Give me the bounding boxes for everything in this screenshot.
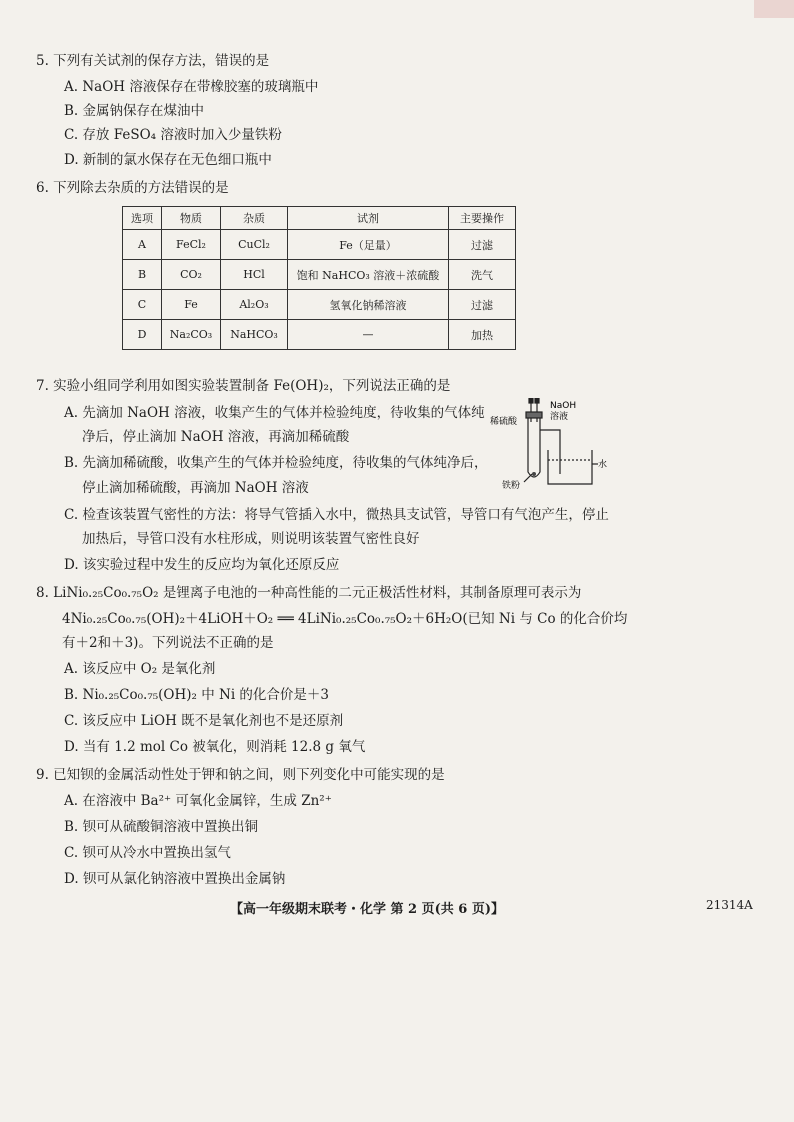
q5-option-b: B. 金属钠保存在煤油中 [64,103,205,119]
stopper-shape [526,412,542,418]
q8-stem-line1: 8. LiNi₀.₂₅Co₀.₇₅O₂ 是锂离子电池的一种高性能的二元正极活性材料，其制备原理可表示为 [36,585,582,601]
exam-code: 21314A [706,898,753,912]
header-substance: 物质 [162,207,221,230]
label-naoh: NaOH [550,401,577,411]
cell: CO₂ [162,260,221,290]
delivery-tube-shape [540,430,560,474]
cell: A [123,230,162,260]
q8-option-a: A. 该反应中 O₂ 是氧化剂 [64,661,216,677]
q5-option-d: D. 新制的氯水保存在无色细口瓶中 [64,152,272,168]
q7-option-b-line1: B. 先滴加稀硫酸，收集产生的气体并检验纯度，待收集的气体纯净后， [64,455,488,471]
label-dilute-acid: 稀硫酸 [490,417,518,427]
cell: 氢氧化钠稀溶液 [288,290,449,320]
q9-option-b: B. 钡可从硫酸铜溶液中置换出铜 [64,819,259,835]
q8-stem-line3: 有＋2和＋3)。下列说法不正确的是 [62,635,274,651]
q7-option-c-line2: 加热后，导管口没有水柱形成，则说明该装置气密性良好 [82,531,420,547]
cell: HCl [221,260,288,290]
q7-option-c-line1: C. 检查该装置气密性的方法：将导气管插入水中，微热具支试管，导管口有气泡产生，停止 [64,507,609,523]
cell: 加热 [449,320,516,350]
label-solution: 溶液 [550,412,569,422]
fe-pointer-shape [524,474,532,482]
q9-option-a: A. 在溶液中 Ba²⁺ 可氧化金属锌，生成 Zn²⁺ [64,793,332,809]
cell: FeCl₂ [162,230,221,260]
q7-stem: 7. 实验小组同学利用如图实验装置制备 Fe(OH)₂，下列说法正确的是 [36,378,451,394]
q5-option-c: C. 存放 FeSO₄ 溶液时加入少量铁粉 [64,127,282,143]
corner-stamp [754,0,794,18]
cell: CuCl₂ [221,230,288,260]
q5-stem: 5. 下列有关试剂的保存方法，错误的是 [36,53,270,69]
q7-option-b-line2: 停止滴加稀硫酸，再滴加 NaOH 溶液 [82,480,309,496]
acid-dropper-bulb [529,398,533,403]
table-row [123,260,516,290]
q8-option-d: D. 当有 1.2 mol Co 被氧化，则消耗 12.8 g 氧气 [64,739,366,755]
cell: 过滤 [449,290,516,320]
cell: — [288,320,449,350]
q9-stem: 9. 已知钡的金属活动性处于钾和钠之间，则下列变化中可能实现的是 [36,767,445,783]
page-footer: 【高一年级期末联考・化学 第 2 页(共 6 页)】 [230,902,505,917]
q7-option-d: D. 该实验过程中发生的反应均为氧化还原反应 [64,557,340,573]
label-water: 水 [598,460,608,470]
header-impurity: 杂质 [221,207,288,230]
iron-powder-shape [532,472,536,476]
q8-stem-line2: 4Ni₀.₂₅Co₀.₇₅(OH)₂＋4LiOH＋O₂ ══ 4LiNi₀.₂₅Co₀.₇₅O₂＋6H₂O(已知 Ni 与 Co 的化合价均 [62,611,628,627]
cell: 过滤 [449,230,516,260]
cell: NaHCO₃ [221,320,288,350]
table-header-row [123,207,516,230]
test-tube-shape [528,414,540,477]
beaker-shape [548,450,592,484]
cell: Na₂CO₃ [162,320,221,350]
q7-option-a-line1: A. 先滴加 NaOH 溶液，收集产生的气体并检验纯度，待收集的气体纯 [64,405,485,421]
table-row [123,230,516,260]
cell: B [123,260,162,290]
q6-stem: 6. 下列除去杂质的方法错误的是 [36,180,229,196]
q9-option-d: D. 钡可从氯化钠溶液中置换出金属钠 [64,871,286,887]
q8-option-c: C. 该反应中 LiOH 既不是氧化剂也不是还原剂 [64,713,344,729]
cell: 洗气 [449,260,516,290]
apparatus-figure [488,398,608,490]
cell: Fe（足量） [288,230,449,260]
q5-option-a: A. NaOH 溶液保存在带橡胶塞的玻璃瓶中 [64,79,319,95]
cell: Fe [162,290,221,320]
q8-option-b: B. Ni₀.₂₅Co₀.₇₅(OH)₂ 中 Ni 的化合价是＋3 [64,687,330,703]
naoh-dropper-bulb [535,398,539,403]
header-operation: 主要操作 [449,207,516,230]
label-iron-powder: 铁粉 [502,481,521,490]
cell: 饱和 NaHCO₃ 溶液＋浓硫酸 [288,260,449,290]
q7-option-a-line2: 净后，停止滴加 NaOH 溶液，再滴加稀硫酸 [82,429,350,445]
cell: D [123,320,162,350]
header-reagent: 试剂 [288,207,449,230]
q6-table [122,206,516,350]
cell: Al₂O₃ [221,290,288,320]
q9-option-c: C. 钡可从冷水中置换出氢气 [64,845,231,861]
table-row [123,320,516,350]
cell: C [123,290,162,320]
table-row [123,290,516,320]
header-option: 选项 [123,207,162,230]
